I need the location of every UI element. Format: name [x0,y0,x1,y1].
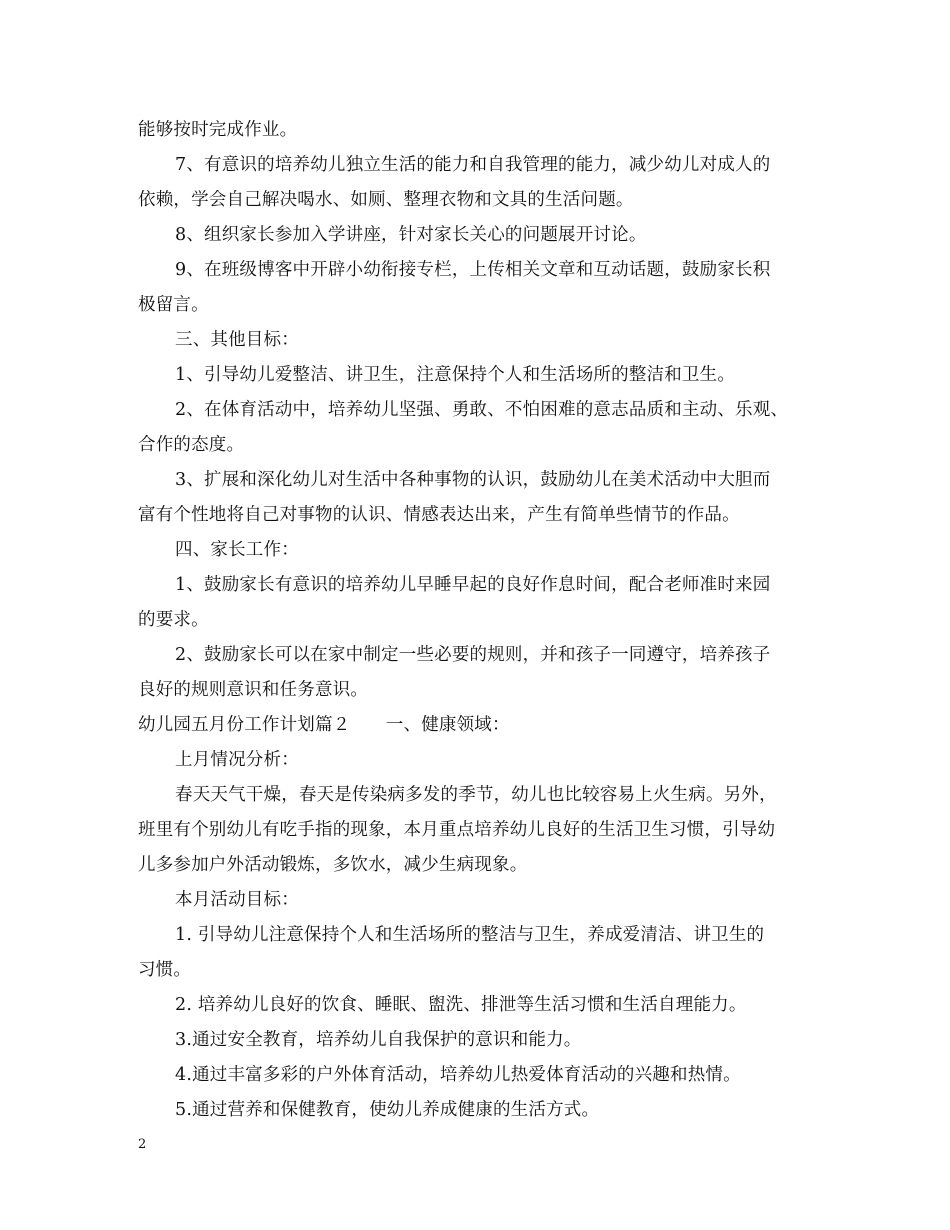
section-heading: 上月情况分析： [175,750,299,770]
text-line: 的要求。 [138,610,209,630]
text-line: 3.通过安全教育，培养幼儿自我保护的意识和能力。 [175,1030,582,1050]
section-heading: 四、家长工作： [175,540,299,560]
text-line: 春天天气干燥，春天是传染病多发的季节，幼儿也比较容易上火生病。另外， [175,785,777,805]
text-line: 习惯。 [138,960,192,980]
text-line: 能够按时完成作业。 [138,120,298,140]
text-line: 7、有意识的培养幼儿独立生活的能力和自我管理的能力，减少幼儿对成人的 [175,155,771,175]
article-title: 幼儿园五月份工作计划篇２ 一、健康领域： [138,715,510,735]
text-line: 1、鼓励家长有意识的培养幼儿早睡早起的良好作息时间，配合老师准时来园 [175,575,771,595]
text-line: 良好的规则意识和任务意识。 [138,680,369,700]
text-line: 依赖，学会自己解决喝水、如厕、整理衣物和文具的生活问题。 [138,190,634,210]
section-heading: 本月活动目标： [175,890,299,910]
page-number: 2 [138,1137,147,1152]
text-line: 9、在班级博客中开辟小幼衔接专栏，上传相关文章和互动话题，鼓励家长积 [175,260,771,280]
text-line: 2. 培养幼儿良好的饮食、睡眠、盥洗、排泄等生活习惯和生活自理能力。 [175,995,747,1015]
section-heading: 三、其他目标： [175,330,299,350]
text-line: 5.通过营养和保健教育，使幼儿养成健康的生活方式。 [175,1100,600,1120]
text-line: 班里有个别幼儿有吃手指的现象，本月重点培养幼儿良好的生活卫生习惯，引导幼 [138,820,776,840]
text-line: 极留言。 [138,295,209,315]
text-line: 4.通过丰富多彩的户外体育活动，培养幼儿热爱体育活动的兴趣和热情。 [175,1065,741,1085]
text-line: 8、组织家长参加入学讲座，针对家长关心的问题展开讨论。 [175,225,647,245]
text-line: 儿多参加户外活动锻炼，多饮水，减少生病现象。 [138,855,528,875]
text-line: 3、扩展和深化幼儿对生活中各种事物的认识，鼓励幼儿在美术活动中大胆而 [175,470,771,490]
text-line: 1. 引导幼儿注意保持个人和生活场所的整洁与卫生，养成爱清洁、讲卫生的 [175,925,765,945]
text-line: 1、引导幼儿爱整洁、讲卫生，注意保持个人和生活场所的整洁和卫生。 [175,365,736,385]
text-line: 2、鼓励家长可以在家中制定一些必要的规则，并和孩子一同遵守，培养孩子 [175,645,771,665]
text-line: 合作的态度。 [138,435,245,455]
text-line: 富有个性地将自己对事物的认识、情感表达出来，产生有简单些情节的作品。 [138,505,740,525]
text-line: 2、在体育活动中，培养幼儿坚强、勇敢、不怕困难的意志品质和主动、乐观、 [175,400,789,420]
